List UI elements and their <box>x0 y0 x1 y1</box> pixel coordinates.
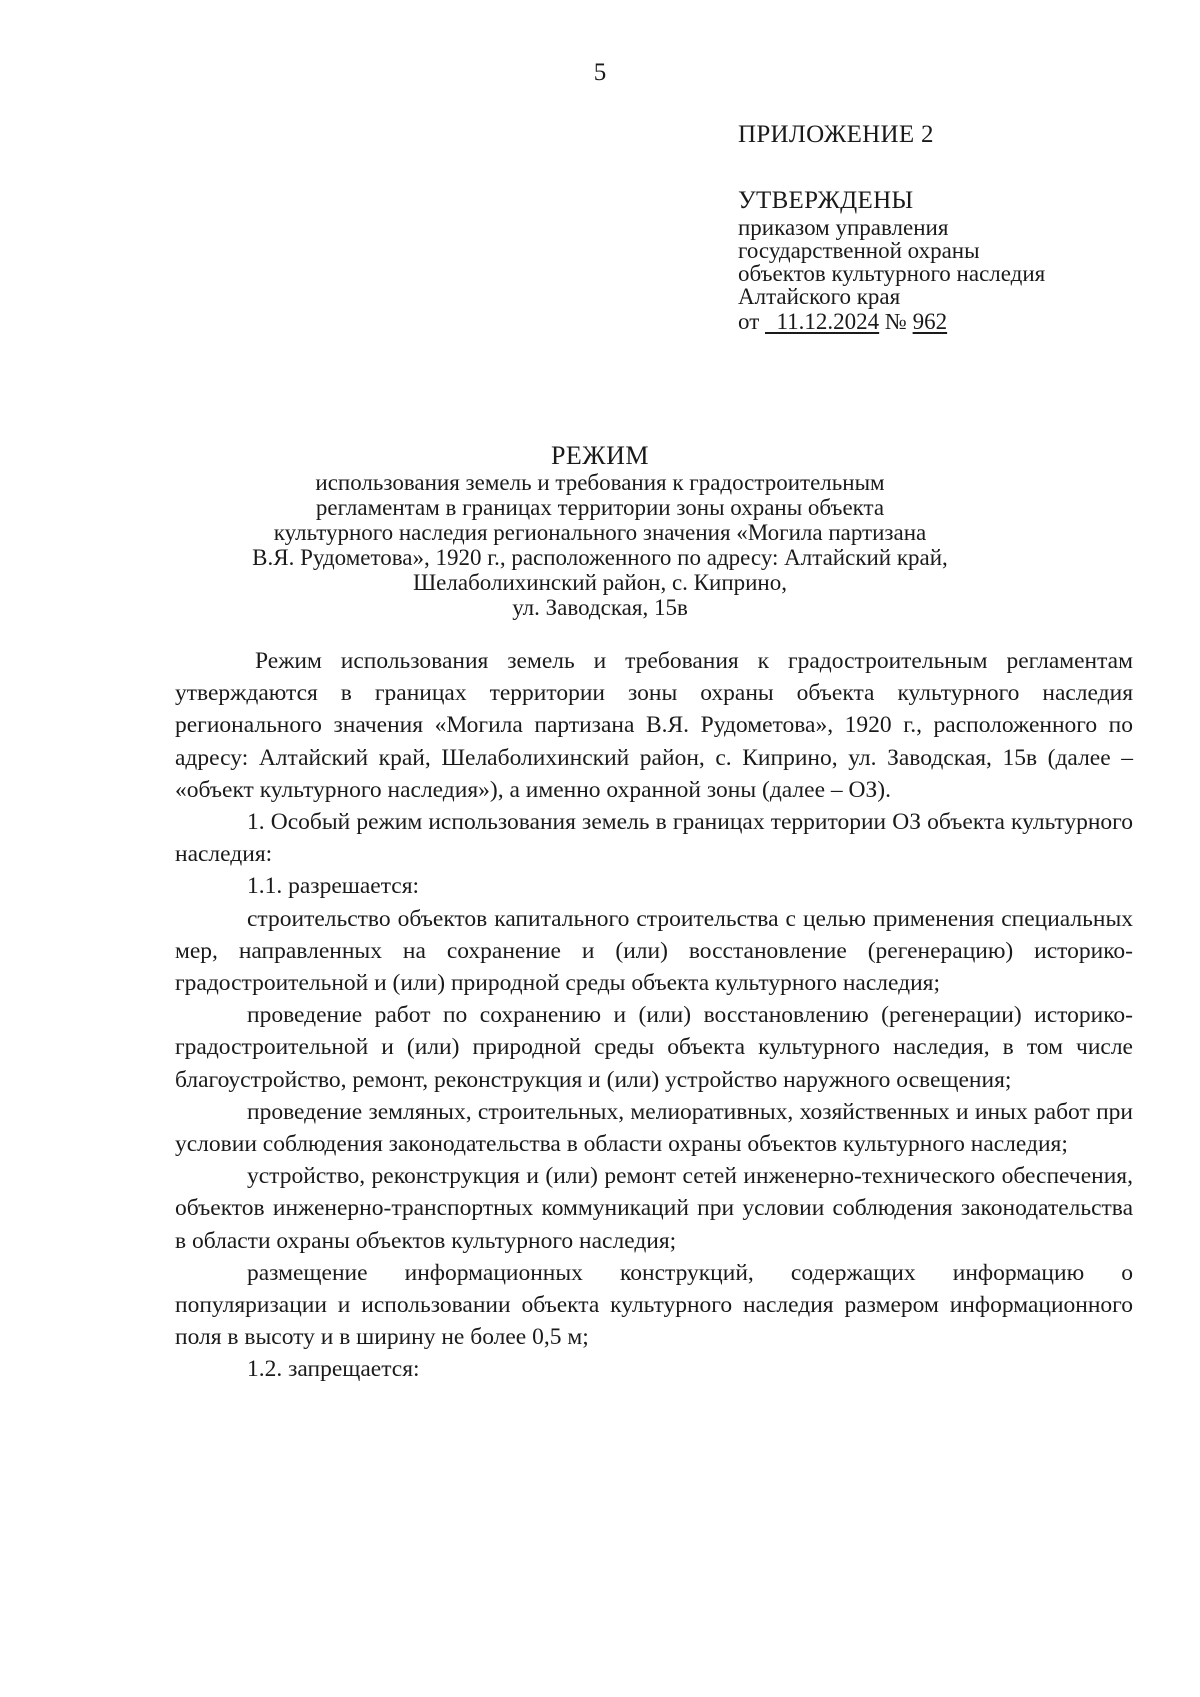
document-body <box>175 645 1133 1386</box>
document-heading <box>150 442 1050 620</box>
annex-title: ПРИЛОЖЕНИЕ 2 <box>738 121 934 148</box>
subsection-1-1-heading: 1.1. разрешается: <box>247 873 420 900</box>
approved-line: приказом управления <box>738 215 949 240</box>
order-date: 11.12.2024 <box>776 309 880 334</box>
order-reference <box>738 308 1178 336</box>
approved-line: государственной охраны <box>738 238 980 263</box>
allowed-item-paragraph: проведение земляных, строительных, мелиоративных, хозяйственных и иных работ при условии соблюдения законодательства в области охраны объектов культурного наследия; <box>175 1098 1133 1158</box>
page-number: 5 <box>593 59 607 86</box>
subsection-1-2-heading: 1.2. запрещается: <box>247 1356 420 1383</box>
approved-line: объектов культурного наследия <box>738 261 1046 286</box>
approved-title: УТВЕРЖДЕНЫ <box>738 187 914 214</box>
document-subtitle-line: использования земель и требования к градостроительным <box>315 470 885 495</box>
document-subtitle-line: Шелаболихинский район, с. Киприно, <box>412 570 787 595</box>
allowed-item-paragraph: устройство, реконструкция и (или) ремонт сетей инженерно-технического обеспечения, объектов инженерно-транспортных коммуникаций при условии соблюдения законодательства в области охраны объектов культурного наследия; <box>175 1163 1133 1254</box>
document-subtitle-line: ул. Заводская, 15в <box>512 595 688 620</box>
annex-approval-block <box>738 120 1178 336</box>
document-subtitle-line: регламентам в границах территории зоны охраны объекта <box>315 495 885 520</box>
order-number: 962 <box>912 309 948 334</box>
allowed-item-paragraph: проведение работ по сохранению и (или) восстановлению (регенерации) историко-градостроительной и (или) природной среды объекта культурного наследия, в том числе благоустройство, ремонт, реконструкция и (или) устройство наружного освещения; <box>175 1002 1133 1093</box>
intro-paragraph: Режим использования земель и требования к градостроительным регламентам утверждаются в границах территории зоны охраны объекта культурного наследия регионального значения «Могила партизана В.Я. Рудометова», 1920 г., расположенного по адресу: Алтайский край, Шелаболихинский район, с. Киприно, ул. Заводская, 15в (далее – «объект культурного наследия»), а именно охранной зоны (далее – ОЗ). <box>175 648 1133 803</box>
order-number-sign: № <box>884 309 907 334</box>
section-1-paragraph: 1. Особый режим использования земель в границах территории ОЗ объекта культурного наследия: <box>175 809 1133 868</box>
allowed-item-paragraph: строительство объектов капитального строительства с целью применения специальных мер, направленных на сохранение и (или) восстановление (регенерацию) историко-градостроительной и (или) природной среды объекта культурного наследия; <box>175 905 1133 997</box>
approved-line: Алтайского края <box>738 284 901 309</box>
allowed-item-paragraph: размещение информационных конструкций, содержащих информацию о популяризации и использовании объекта культурного наследия размером информационного поля в высоту и в ширину не более 0,5 м; <box>175 1259 1133 1351</box>
document-subtitle-line: В.Я. Рудометова», 1920 г., расположенного по адресу: Алтайский край, <box>252 545 948 570</box>
document-title: РЕЖИМ <box>550 441 650 470</box>
order-prefix: от <box>738 309 760 334</box>
document-subtitle-line: культурного наследия регионального значения «Могила партизана <box>273 520 927 545</box>
